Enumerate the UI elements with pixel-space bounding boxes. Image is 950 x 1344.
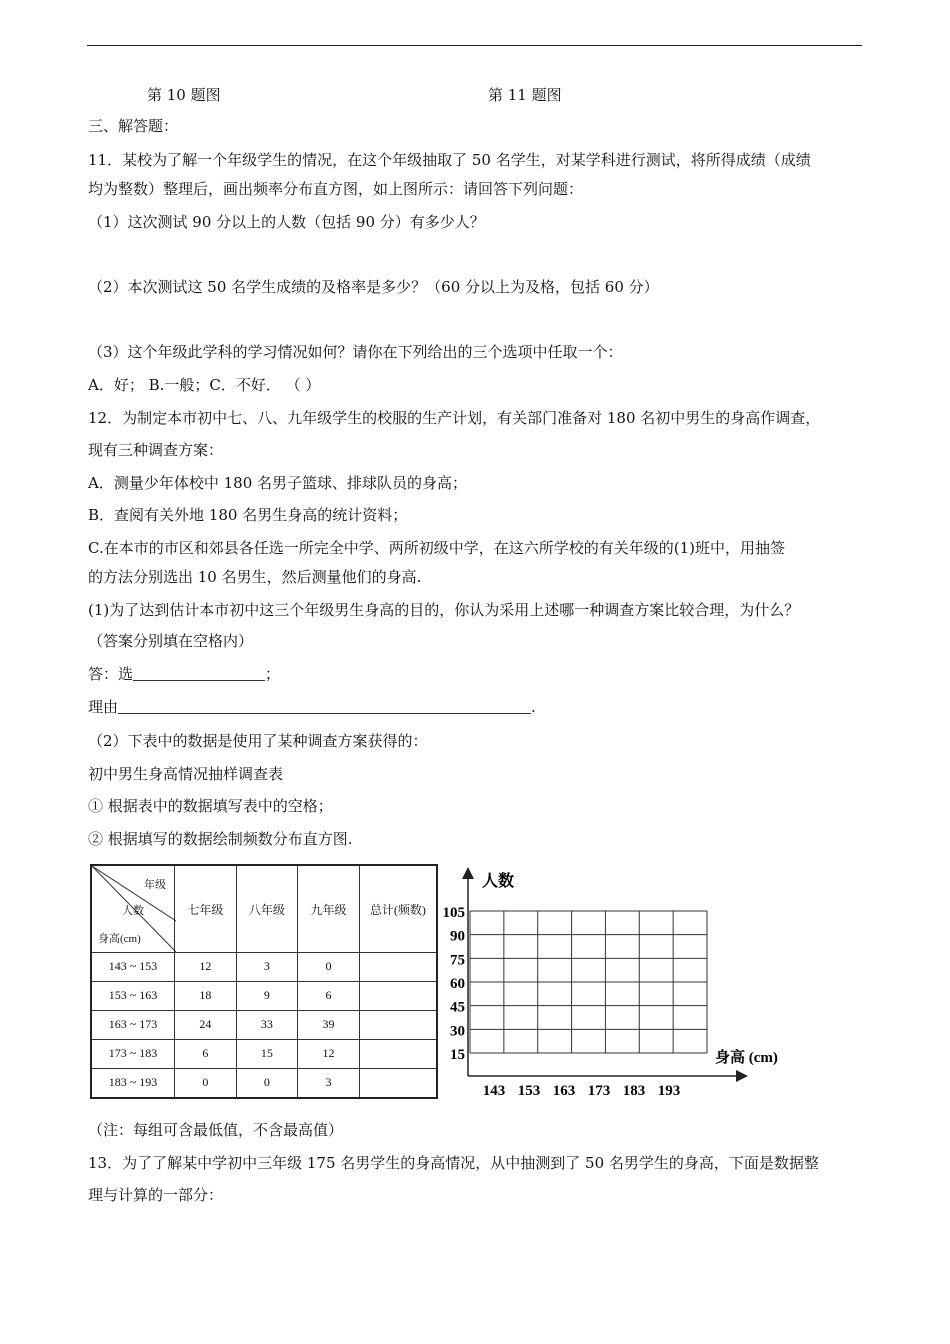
table-corner-cell: [91, 865, 175, 953]
corner-label-count: 人数: [122, 905, 144, 917]
grade-9-cell: 0: [298, 953, 360, 982]
grade-7-cell: 12: [175, 953, 237, 982]
x-tick-label: 173: [587, 1083, 611, 1099]
range-cell: 183 ~ 193: [91, 1068, 175, 1098]
figure-11-caption: 第 11 题图: [488, 86, 562, 104]
q12-reason-row: [88, 697, 536, 717]
x-axis-label: 身高 (cm): [715, 1050, 778, 1066]
total-cell[interactable]: [359, 1068, 437, 1098]
grade-8-cell: 9: [236, 981, 298, 1010]
corner-label-grade: 年级: [144, 879, 166, 891]
reason-end: .: [531, 698, 536, 716]
table-row: [91, 1010, 437, 1039]
table-row: [91, 953, 437, 982]
q12-part-1-line-2: （答案分别填在空格内）: [88, 632, 254, 650]
q11-part-1: （1）这次测试 90 分以上的人数（包括 90 分）有多少人？: [88, 213, 485, 231]
total-cell[interactable]: [359, 981, 437, 1010]
grade-7-cell: 0: [175, 1068, 237, 1098]
header-grade-9: 九年级: [298, 865, 360, 953]
table-row: [91, 1039, 437, 1068]
grade-9-cell: 12: [298, 1039, 360, 1068]
q13-stem-line-2: 理与计算的一部分：: [88, 1186, 224, 1204]
total-cell[interactable]: [359, 1039, 437, 1068]
q11-stem-line-1: 11．某校为了解一个年级学生的情况，在这个年级抽取了 50 名学生，对某学科进行测试，将所得成绩（成绩: [88, 151, 811, 169]
grade-7-cell: 24: [175, 1010, 237, 1039]
grade-9-cell: 3: [298, 1068, 360, 1098]
range-cell: 153 ~ 163: [91, 981, 175, 1010]
header-rule: [87, 45, 862, 46]
x-tick-label: 143: [482, 1083, 506, 1099]
range-cell: 173 ~ 183: [91, 1039, 175, 1068]
q11-part-3: （3）这个年级此学科的学习情况如何？请你在下列给出的三个选项中任取一个：: [88, 343, 623, 361]
q11-stem-line-2: 均为整数）整理后，画出频率分布直方图，如上图所示：请回答下列问题：: [88, 180, 584, 198]
reason-label: 理由: [88, 698, 119, 716]
reason-blank[interactable]: [118, 698, 531, 714]
header-grade-7: 七年级: [175, 865, 237, 953]
q11-options: A．好； B.一般；C．不好． （ ）: [88, 376, 321, 394]
answer-blank[interactable]: [133, 665, 265, 681]
total-cell[interactable]: [359, 953, 437, 982]
y-tick-label: 75: [450, 952, 465, 969]
chart-grid: [470, 911, 707, 1053]
q12-plan-c-line-1: C.在本市的市区和郊县各任选一所完全中学、两所初级中学，在这六所学校的有关年级的(1)班中，用抽签: [88, 539, 785, 557]
x-tick-label: 193: [657, 1083, 681, 1099]
q12-task-1: ① 根据表中的数据填写表中的空格；: [88, 797, 333, 815]
q12-part-1-line-1: (1)为了达到估计本市初中这三个年级男生身高的目的，你认为采用上述哪一种调查方案比较合理，为什么？: [88, 601, 800, 619]
grade-8-cell: 15: [236, 1039, 298, 1068]
y-tick-label: 90: [450, 928, 465, 945]
answer-label: 答：选: [88, 665, 134, 683]
y-tick-label: 105: [442, 905, 465, 921]
total-cell[interactable]: [359, 1010, 437, 1039]
grade-8-cell: 33: [236, 1010, 298, 1039]
height-survey-table: [90, 864, 438, 1099]
header-grade-8: 八年级: [236, 865, 298, 953]
q12-part-2: （2）下表中的数据是使用了某种调查方案获得的：: [88, 732, 428, 750]
grade-8-cell: 0: [236, 1068, 298, 1098]
grade-8-cell: 3: [236, 953, 298, 982]
figure-10-caption: 第 10 题图: [147, 86, 221, 104]
q12-task-2: ② 根据填写的数据绘制频数分布直方图.: [88, 830, 353, 848]
q13-stem-line-1: 13．为了了解某中学初中三年级 175 名男学生的身高情况，从中抽测到了 50 名男学生的身高，下面是数据整: [88, 1154, 819, 1172]
x-tick-labels: [483, 1083, 681, 1099]
grade-7-cell: 6: [175, 1039, 237, 1068]
table-header-row: [91, 865, 437, 953]
x-tick-label: 163: [552, 1083, 576, 1099]
grade-9-cell: 39: [298, 1010, 360, 1039]
q12-stem-line-1: 12．为制定本市初中七、八、九年级学生的校服的生产计划，有关部门准备对 180 名初中男生的身高作调查，: [88, 409, 821, 427]
q12-plan-c-line-2: 的方法分别选出 10 名男生，然后测量他们的身高.: [88, 568, 422, 586]
x-tick-label: 183: [622, 1083, 646, 1099]
table-row: [91, 1068, 437, 1098]
y-tick-label: 30: [450, 1023, 465, 1040]
y-tick-label: 45: [450, 999, 465, 1016]
y-tick-labels: [443, 905, 466, 1063]
corner-label-height: 身高(cm): [98, 933, 141, 945]
grade-9-cell: 6: [298, 981, 360, 1010]
q12-note: （注：每组可含最低值，不含最高值）: [88, 1121, 344, 1139]
range-cell: 143 ~ 153: [91, 953, 175, 982]
q12-answer-row: [88, 664, 280, 684]
x-tick-label: 153: [517, 1083, 541, 1099]
height-histogram-grid: [440, 862, 800, 1102]
header-total: 总计(频数): [359, 865, 437, 953]
q12-plan-b: B．查阅有关外地 180 名男生身高的统计资料；: [88, 506, 408, 524]
grade-7-cell: 18: [175, 981, 237, 1010]
range-cell: 163 ~ 173: [91, 1010, 175, 1039]
y-tick-label: 60: [450, 976, 465, 992]
q11-part-2: （2）本次测试这 50 名学生成绩的及格率是多少？（60 分以上为及格，包括 60 分）: [88, 278, 659, 296]
q12-stem-line-2: 现有三种调查方案：: [88, 441, 224, 459]
answer-end: ；: [265, 665, 281, 683]
q12-table-title: 初中男生身高情况抽样调查表: [88, 765, 284, 783]
section-title: 三、解答题：: [88, 117, 179, 135]
q12-plan-a: A．测量少年体校中 180 名男子篮球、排球队员的身高；: [88, 474, 468, 492]
table-row: [91, 981, 437, 1010]
y-axis-label: 人数: [482, 873, 515, 890]
y-tick-label: 15: [450, 1047, 465, 1063]
